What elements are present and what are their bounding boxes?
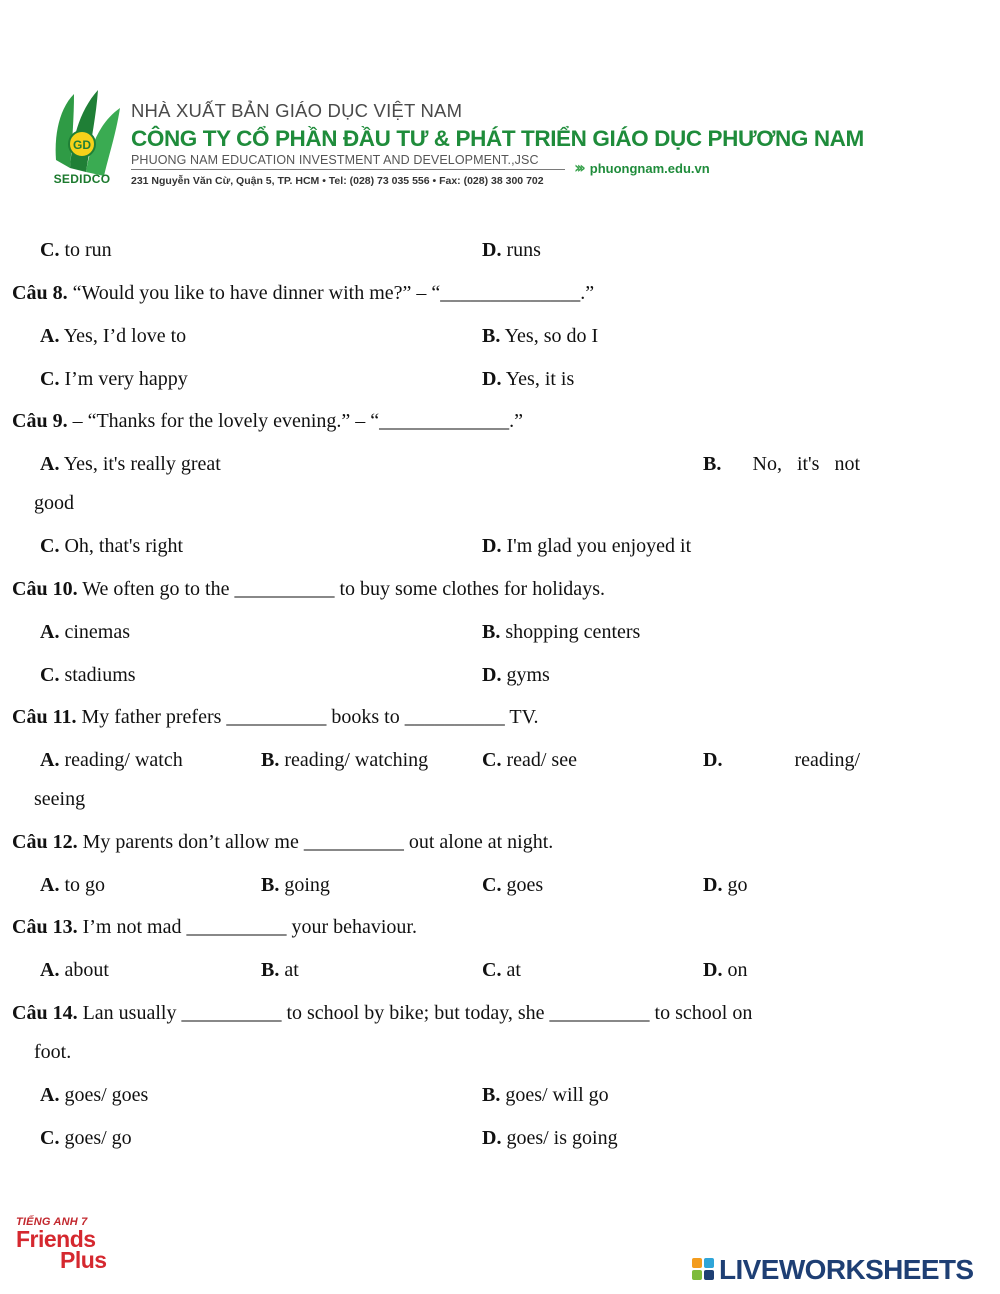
q12-option-a[interactable]: A. to go — [40, 874, 106, 896]
company-name: CÔNG TY CỔ PHẦN ĐẦU TƯ & PHÁT TRIỂN GIÁO DỤC PHƯƠNG NAM — [131, 126, 864, 151]
website-link[interactable] — [574, 158, 710, 178]
q13-option-c[interactable]: C. at — [482, 959, 521, 981]
question-14: Câu 14. Lan usually __________ to school by bike; but today, she __________ to school on — [12, 1002, 753, 1024]
q11-option-c[interactable]: C. read/ see — [482, 749, 577, 771]
book-plus-label: Plus — [60, 1247, 107, 1273]
q10-option-d[interactable]: D. gyms — [482, 664, 550, 686]
liveworksheets-brand[interactable] — [692, 1254, 974, 1286]
q11-option-d[interactable]: D. reading/ — [703, 749, 860, 771]
q14-option-b[interactable]: B. goes/ will go — [482, 1084, 609, 1106]
question-12: Câu 12. My parents don’t allow me __________ out alone at night. — [12, 831, 554, 853]
q13-option-b[interactable]: B. at — [261, 959, 299, 981]
q8-option-d[interactable]: D. Yes, it is — [482, 368, 575, 390]
q14-option-a[interactable]: A. goes/ goes — [40, 1084, 149, 1106]
q9-option-c[interactable]: C. Oh, that's right — [40, 535, 184, 557]
q12-option-b[interactable]: B. going — [261, 874, 330, 896]
q14-option-d[interactable]: D. goes/ is going — [482, 1127, 618, 1149]
q14-option-c[interactable]: C. goes/ go — [40, 1127, 132, 1149]
website-url: phuongnam.edu.vn — [589, 161, 710, 176]
double-chevron-icon: ››› — [574, 158, 582, 177]
publisher-line: NHÀ XUẤT BẢN GIÁO DỤC VIỆT NAM — [131, 100, 463, 121]
q8-option-a[interactable]: A. Yes, I’d love to — [40, 325, 187, 347]
company-address: 231 Nguyễn Văn Cừ, Quận 5, TP. HCM • Tel: (028) 73 035 556 • Fax: (028) 38 300 702 — [131, 175, 544, 187]
question-11: Câu 11. My father prefers __________ books to __________ TV. — [12, 706, 539, 728]
q11-option-d-cont: seeing — [34, 788, 86, 810]
q9-option-d[interactable]: D. I'm glad you enjoyed it — [482, 535, 692, 557]
q7-option-d[interactable]: D. runs — [482, 239, 541, 261]
question-10: Câu 10. We often go to the __________ to buy some clothes for holidays. — [12, 578, 605, 600]
question-13: Câu 13. I’m not mad __________ your behaviour. — [12, 916, 417, 938]
question-8: Câu 8. “Would you like to have dinner with me?” – “______________.” — [12, 282, 595, 304]
question-14-cont: foot. — [34, 1041, 72, 1063]
logo-text: SEDIDCO — [53, 172, 111, 186]
svg-text:GD: GD — [73, 138, 91, 152]
publisher-header — [0, 0, 1000, 200]
q13-option-a[interactable]: A. about — [40, 959, 109, 981]
q10-option-a[interactable]: A. cinemas — [40, 621, 130, 643]
q13-option-d[interactable]: D. on — [703, 959, 748, 981]
book-series-label: TIẾNG ANH 7 — [16, 1216, 88, 1228]
q8-option-b[interactable]: B. Yes, so do I — [482, 325, 599, 347]
book-friends-label: Friends — [16, 1226, 96, 1252]
q10-option-b[interactable]: B. shopping centers — [482, 621, 641, 643]
header-divider — [131, 169, 565, 170]
liveworksheets-grid-icon — [692, 1258, 716, 1282]
question-9: Câu 9. – “Thanks for the lovely evening.” – “_____________.” — [12, 410, 524, 432]
company-english-name: PHUONG NAM EDUCATION INVESTMENT AND DEVELOPMENT.,JSC — [131, 153, 539, 167]
q9-option-a[interactable]: A. Yes, it's really great — [40, 453, 221, 475]
q10-option-c[interactable]: C. stadiums — [40, 664, 136, 686]
liveworksheets-wordmark: LIVEWORKSHEETS — [719, 1254, 974, 1285]
q12-option-d[interactable]: D. go — [703, 874, 748, 896]
q11-option-b[interactable]: B. reading/ watching — [261, 749, 429, 771]
q8-option-c[interactable]: C. I’m very happy — [40, 368, 188, 390]
q11-option-a[interactable]: A. reading/ watch — [40, 749, 183, 771]
q12-option-c[interactable]: C. goes — [482, 874, 544, 896]
friends-plus-logo — [16, 1216, 116, 1272]
q7-option-c[interactable]: C. to run — [40, 239, 112, 261]
q9-option-b-cont: good — [34, 492, 74, 514]
q9-option-b[interactable]: B. No, it's not — [703, 453, 860, 475]
